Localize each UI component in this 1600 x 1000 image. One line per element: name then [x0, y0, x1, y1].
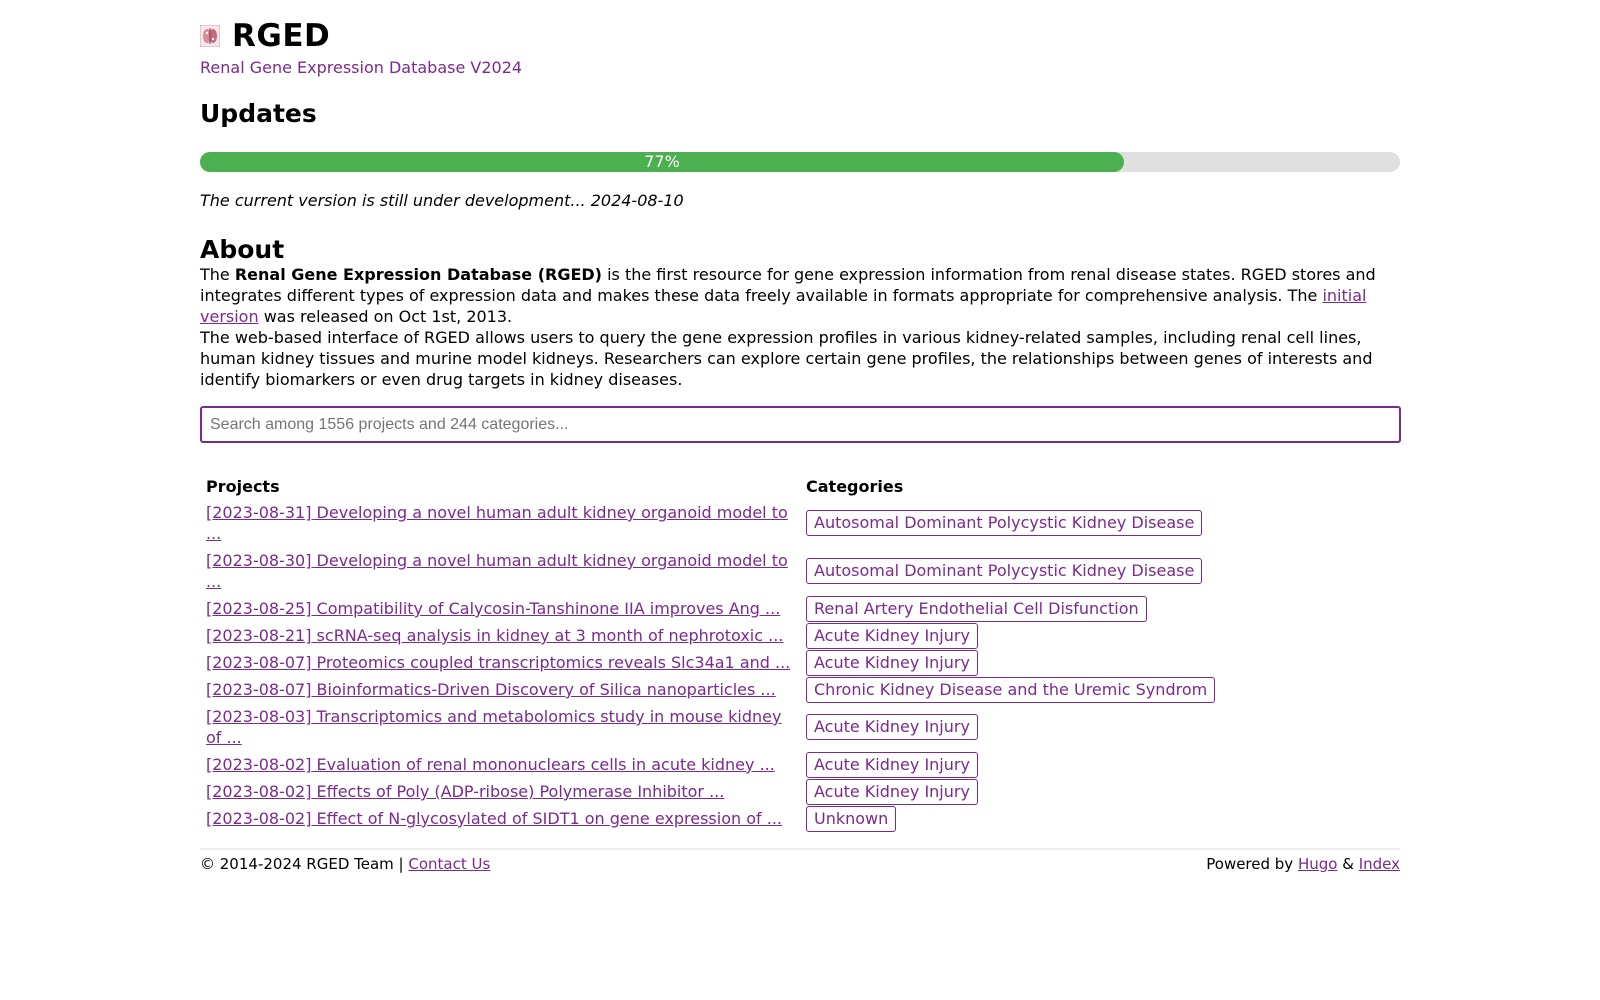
footer-right [1206, 855, 1400, 873]
initial-version-link[interactable]: initial version [200, 286, 1367, 326]
category-badge[interactable]: Acute Kidney Injury [806, 650, 978, 676]
footer-left [200, 855, 490, 873]
footer-ampersand: & [1337, 855, 1359, 873]
table-row [200, 499, 1221, 547]
table-row [200, 805, 1221, 832]
category-cell [800, 547, 1221, 595]
category-badge[interactable]: Autosomal Dominant Polycystic Kidney Disease [806, 510, 1202, 536]
project-link[interactable]: [2023-08-02] Evaluation of renal mononuclears cells in acute kidney ... [206, 755, 775, 774]
project-cell [200, 649, 800, 676]
about-p1-bold: Renal Gene Expression Database (RGED) [234, 265, 602, 284]
project-cell [200, 499, 800, 547]
development-note: The current version is still under development... 2024-08-10 [200, 191, 684, 210]
project-link[interactable]: [2023-08-30] Developing a novel human adult kidney organoid model to ... [206, 551, 788, 591]
project-cell [200, 595, 800, 622]
project-link[interactable]: [2023-08-21] scRNA-seq analysis in kidney at 3 month of nephrotoxic ... [206, 626, 784, 645]
about-heading: About [200, 235, 285, 264]
category-cell [800, 703, 1221, 751]
site-title[interactable]: RGED [232, 18, 331, 54]
site-header [200, 0, 1400, 77]
hugo-link[interactable]: Hugo [1297, 855, 1338, 873]
project-cell [200, 547, 800, 595]
project-link[interactable]: [2023-08-03] Transcriptomics and metabolomics study in mouse kidney of ... [206, 707, 782, 747]
about-p1-mid: is the first resource for gene expression information from renal disease states. RGED stores and integrates different types of expression data and makes these data freely available in formats appropriate for comprehensive analysis. The [200, 265, 1376, 305]
project-link[interactable]: [2023-08-02] Effect of N-glycosylated of SIDT1 on gene expression of ... [206, 809, 782, 828]
about-p1-prefix: The [200, 265, 235, 284]
page [200, 0, 1400, 873]
category-badge[interactable]: Unknown [806, 806, 896, 832]
table-row [200, 547, 1221, 595]
about-paragraph-2: The web-based interface of RGED allows users to query the gene expression profiles in various kidney-related samples, including renal cell lines, human kidney tissues and murine model kidneys. Researchers can explore certain gene profiles, the relationships between genes of interests and identify biomarkers or even drug targets in kidney diseases. [200, 328, 1373, 389]
project-cell [200, 676, 800, 703]
category-badge[interactable]: Acute Kidney Injury [806, 752, 978, 778]
category-badge[interactable]: Autosomal Dominant Polycystic Kidney Disease [806, 558, 1202, 584]
contact-us-link[interactable]: Contact Us [408, 855, 491, 873]
about-p1-suffix: was released on Oct 1st, 2013. [258, 307, 513, 326]
table-row [200, 622, 1221, 649]
copyright-text: © 2014-2024 RGED Team | [200, 855, 404, 873]
category-badge[interactable]: Renal Artery Endothelial Cell Disfunction [806, 596, 1147, 622]
table-row [200, 649, 1221, 676]
category-cell [800, 805, 1221, 832]
progress-bar [200, 152, 1400, 172]
brand[interactable] [200, 20, 1400, 52]
category-badge[interactable]: Acute Kidney Injury [806, 779, 978, 805]
project-link[interactable]: [2023-08-25] Compatibility of Calycosin-Tanshinone IIA improves Ang ... [206, 599, 781, 618]
project-link[interactable]: [2023-08-02] Effects of Poly (ADP-ribose) Polymerase Inhibitor ... [206, 782, 725, 801]
site-subtitle: Renal Gene Expression Database V2024 [200, 58, 523, 77]
category-cell [800, 649, 1221, 676]
project-cell [200, 805, 800, 832]
column-header-categories: Categories [806, 476, 904, 496]
about-paragraph-1 [200, 264, 1400, 327]
category-cell [800, 676, 1221, 703]
project-cell [200, 703, 800, 751]
site-footer [200, 848, 1400, 873]
column-header-projects: Projects [206, 476, 280, 496]
table-header-row [200, 473, 1221, 499]
kidney-logo-icon [200, 25, 220, 47]
category-cell [800, 751, 1221, 778]
table-row [200, 778, 1221, 805]
progress-label: 77% [644, 152, 680, 171]
project-link[interactable]: [2023-08-07] Bioinformatics-Driven Discovery of Silica nanoparticles ... [206, 680, 776, 699]
category-badge[interactable]: Chronic Kidney Disease and the Uremic Syndrom [806, 677, 1215, 703]
projects-table [200, 473, 1221, 832]
project-cell [200, 622, 800, 649]
project-cell [200, 751, 800, 778]
search-input[interactable] [200, 406, 1401, 443]
table-row [200, 676, 1221, 703]
table-row [200, 595, 1221, 622]
category-badge[interactable]: Acute Kidney Injury [806, 623, 978, 649]
project-link[interactable]: [2023-08-31] Developing a novel human adult kidney organoid model to ... [206, 503, 788, 543]
updates-heading: Updates [200, 99, 317, 128]
table-row [200, 751, 1221, 778]
project-link[interactable]: [2023-08-07] Proteomics coupled transcriptomics reveals Slc34a1 and ... [206, 653, 791, 672]
category-cell [800, 499, 1221, 547]
category-cell [800, 595, 1221, 622]
category-cell [800, 778, 1221, 805]
project-cell [200, 778, 800, 805]
index-link[interactable]: Index [1358, 855, 1400, 873]
category-badge[interactable]: Acute Kidney Injury [806, 714, 978, 740]
table-row [200, 703, 1221, 751]
powered-by-text: Powered by [1206, 855, 1298, 873]
category-cell [800, 622, 1221, 649]
